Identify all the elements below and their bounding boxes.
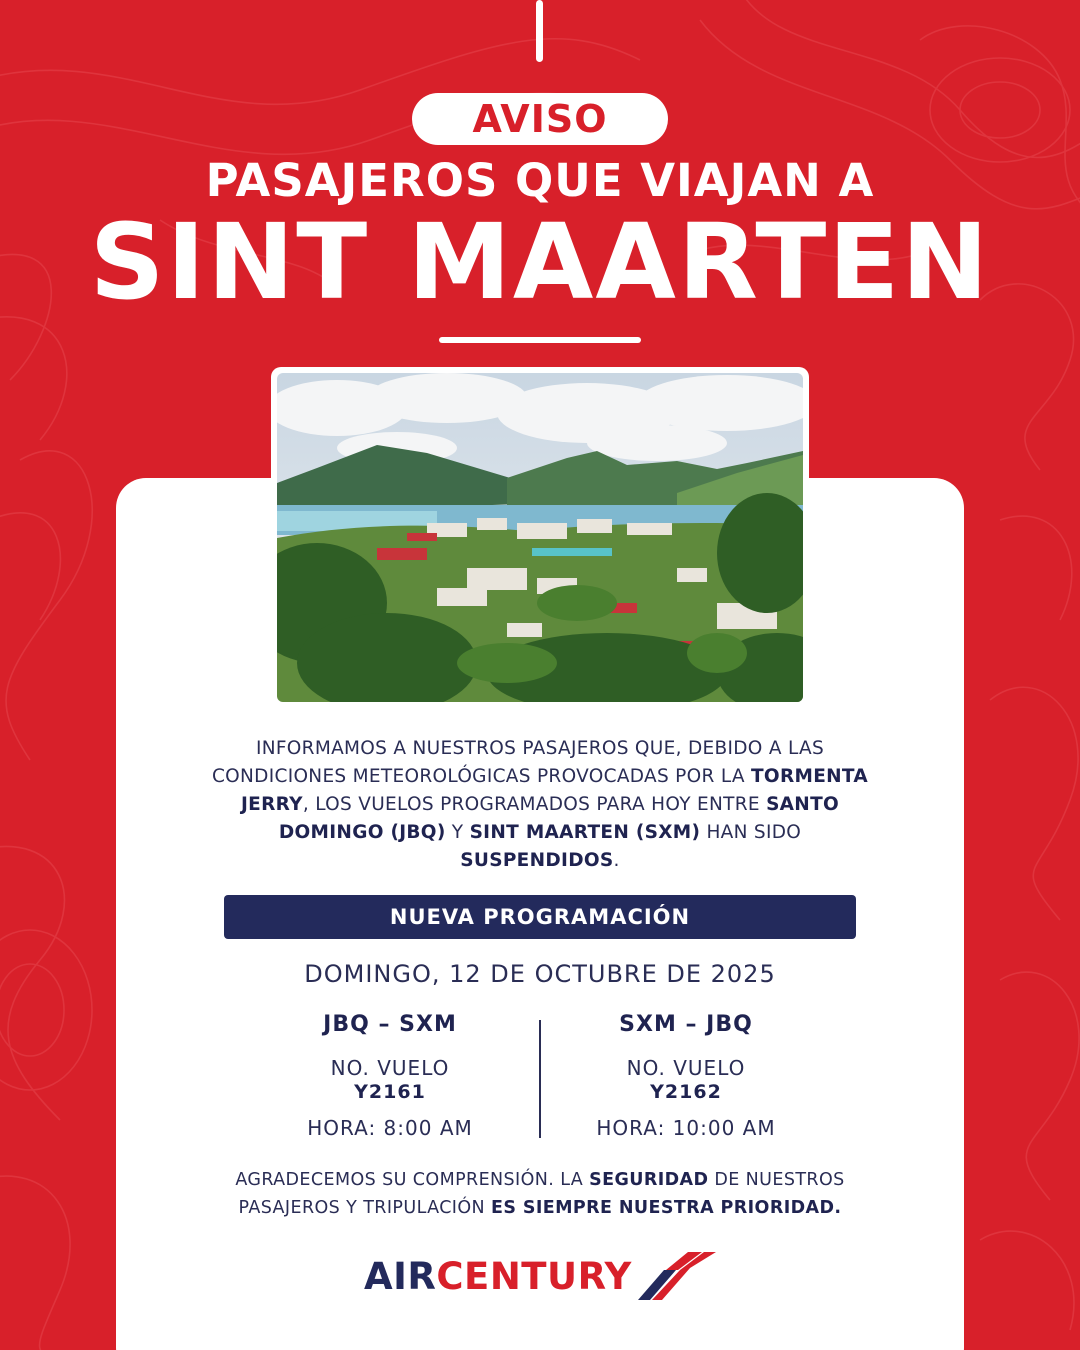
return-route: SXM – JBQ — [619, 1012, 753, 1037]
notice-text-3: Y — [445, 822, 470, 843]
airline-tail-icon — [636, 1250, 720, 1302]
logo-text-air: AIR — [364, 1254, 437, 1298]
schedule-date: DOMINGO, 12 DE OCTUBRE DE 2025 — [304, 960, 776, 988]
notice-text-5: . — [613, 850, 620, 871]
return-flight — [556, 1012, 816, 1142]
aviso-badge — [412, 93, 668, 145]
return-flight-number: Y2162 — [650, 1081, 722, 1103]
notice-text-4: HAN SIDO — [700, 822, 802, 843]
closing-priority: ES SIEMPRE NUESTRA PRIORIDAD. — [491, 1198, 842, 1218]
closing-text-1: AGRADECEMOS SU COMPRENSIÓN. LA — [235, 1170, 590, 1190]
schedule-heading: NUEVA PROGRAMACIÓN — [389, 905, 691, 929]
outbound-flight-label: NO. VUELO — [330, 1056, 450, 1080]
title-underline — [439, 337, 641, 343]
subtitle: PASAJEROS QUE VIAJAN A — [205, 154, 875, 207]
return-flight-label: NO. VUELO — [626, 1056, 746, 1080]
closing-paragraph — [200, 1166, 880, 1222]
schedule-heading-bar — [224, 895, 856, 939]
closing-safety: SEGURIDAD — [589, 1170, 709, 1190]
notice-origin: SANTO DOMINGO (JBQ) — [278, 794, 840, 843]
notice-text-2: , LOS VUELOS PROGRAMADOS PARA HOY ENTRE — [302, 794, 767, 815]
outbound-time: HORA: 8:00 AM — [307, 1116, 473, 1140]
page-title: SINT MAARTEN — [89, 201, 991, 323]
notice-paragraph — [200, 735, 880, 875]
aircentury-logo — [364, 1246, 720, 1306]
flight-divider — [539, 1020, 541, 1138]
notice-status: SUSPENDIDOS — [460, 850, 614, 871]
outbound-route: JBQ – SXM — [323, 1012, 457, 1037]
closing-text-2: DE NUESTROS PASAJEROS Y TRIPULACIÓN — [238, 1170, 845, 1218]
island-landscape-photo — [277, 373, 803, 702]
outbound-flight-number: Y2161 — [354, 1081, 426, 1103]
top-accent-line — [536, 0, 543, 62]
photo-frame — [271, 367, 809, 708]
return-time: HORA: 10:00 AM — [596, 1116, 776, 1140]
notice-storm-name: TORMENTA JERRY — [240, 766, 869, 815]
notice-destination: SINT MAARTEN (SXM) — [469, 822, 701, 843]
logo-text-century: CENTURY — [436, 1254, 632, 1298]
outbound-flight — [260, 1012, 520, 1142]
aviso-label: AVISO — [472, 97, 608, 141]
notice-text-1: INFORMAMOS A NUESTROS PASAJEROS QUE, DEBIDO A LAS CONDICIONES METEOROLÓGICAS PROVOCADAS POR LA — [211, 738, 825, 787]
